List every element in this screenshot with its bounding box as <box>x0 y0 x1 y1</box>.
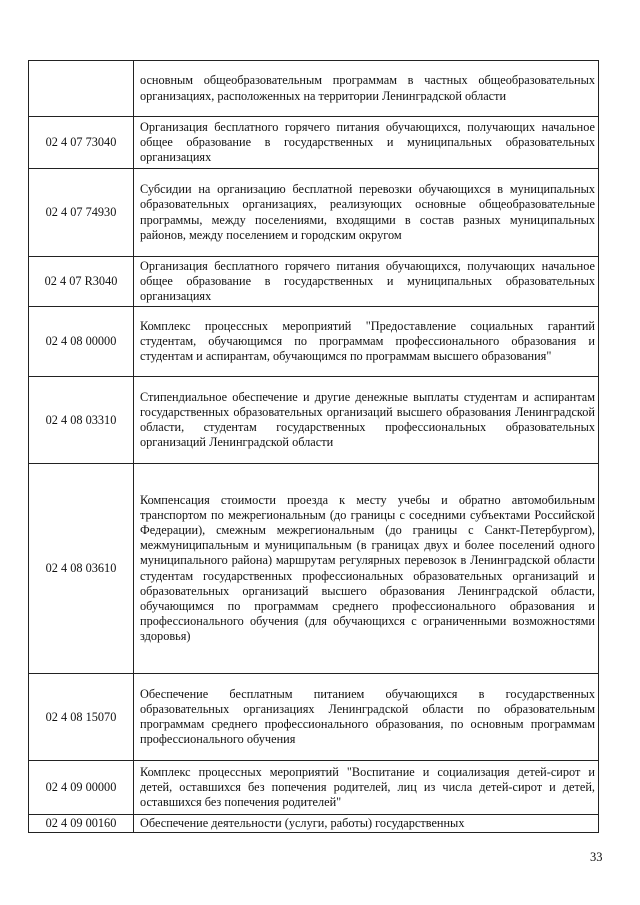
table-row <box>29 377 599 464</box>
description-cell <box>134 257 599 307</box>
description-cell <box>134 307 599 377</box>
code-cell: 02 4 08 03310 <box>29 377 134 464</box>
table-row <box>29 464 599 674</box>
table-row <box>29 307 599 377</box>
code-cell: 02 4 09 00160 <box>29 815 134 833</box>
description-text: Организация бесплатного горячего питания обучающихся, получающих начальное общее образование в государственных и муниципальных образовательных организациях <box>140 119 595 165</box>
description-text: основным общеобразовательным программам в частных общеобразовательных организациях, расположенных на территории Ленинградской области <box>140 73 595 103</box>
table-row <box>29 815 599 833</box>
description-cell <box>134 169 599 257</box>
description-text: Компенсация стоимости проезда к месту учебы и обратно автомобильным транспортом по межрегиональным (до границы с соседними субъектами Российской Федерации), смежным межрегиональным (до границы с Санкт-Петербургом), межмуниципальным и муниципальным (в границах двух и более поселений одного муниципального района) маршрутам регулярных перевозок в Ленинградской области студентам государственных профессиональных образовательных организаций и образовательных организаций высшего образования Ленинградской области, обучающимся по программам среднего профессионального образования и профессионального обучения (для обучающихся с ограниченными возможностями здоровья) <box>140 493 595 643</box>
description-text: Комплекс процессных мероприятий "Предоставление социальных гарантий студентам, обучающимся по программам профессионального образования и студентам и аспирантам, обучающимся по программам высшего образования" <box>140 318 595 364</box>
budget-code-table <box>28 60 599 833</box>
code-cell: 02 4 08 03610 <box>29 464 134 674</box>
code-cell: 02 4 07 73040 <box>29 117 134 169</box>
table-row <box>29 117 599 169</box>
description-text: Обеспечение деятельности (услуги, работы) государственных <box>140 815 465 830</box>
description-text: Субсидии на организацию бесплатной перевозки обучающихся в муниципальных образовательных организациях, реализующих основные общеобразовательные программы, между поселениями, входящими в состав разных муниципальных районов, между поселением и городским округом <box>140 182 595 242</box>
code-cell: 02 4 08 00000 <box>29 307 134 377</box>
description-cell <box>134 117 599 169</box>
code-cell: 02 4 09 00000 <box>29 761 134 815</box>
table-row <box>29 61 599 117</box>
code-cell: 02 4 07 R3040 <box>29 257 134 307</box>
description-cell <box>134 761 599 815</box>
description-text: Комплекс процессных мероприятий "Воспитание и социализация детей-сирот и детей, оставшихся без попечения родителей, лиц из числа детей-сирот и детей, оставшихся без попечения родителей" <box>140 764 595 810</box>
description-text: Организация бесплатного горячего питания обучающихся, получающих начальное общее образование в государственных и муниципальных образовательных организациях <box>140 258 595 304</box>
description-text: Стипендиальное обеспечение и другие денежные выплаты студентам и аспирантам государственных образовательных организаций высшего образования Ленинградской области, студентам государственных профессиональных образовательных организаций Ленинградской области <box>140 389 595 450</box>
table-row <box>29 761 599 815</box>
description-cell <box>134 377 599 464</box>
description-cell <box>134 464 599 674</box>
code-cell: 02 4 07 74930 <box>29 169 134 257</box>
description-cell <box>134 815 599 833</box>
code-cell: 02 4 08 15070 <box>29 674 134 761</box>
code-cell <box>29 61 134 117</box>
description-cell <box>134 61 599 117</box>
table-row <box>29 257 599 307</box>
description-text: Обеспечение бесплатным питанием обучающихся в государственных образовательных организациях Ленинградской области по образовательным программам среднего профессионального образования, по основным программам профессионального обучения <box>140 686 595 747</box>
table-row <box>29 169 599 257</box>
table-row <box>29 674 599 761</box>
page-number: 33 <box>590 850 603 864</box>
description-cell <box>134 674 599 761</box>
